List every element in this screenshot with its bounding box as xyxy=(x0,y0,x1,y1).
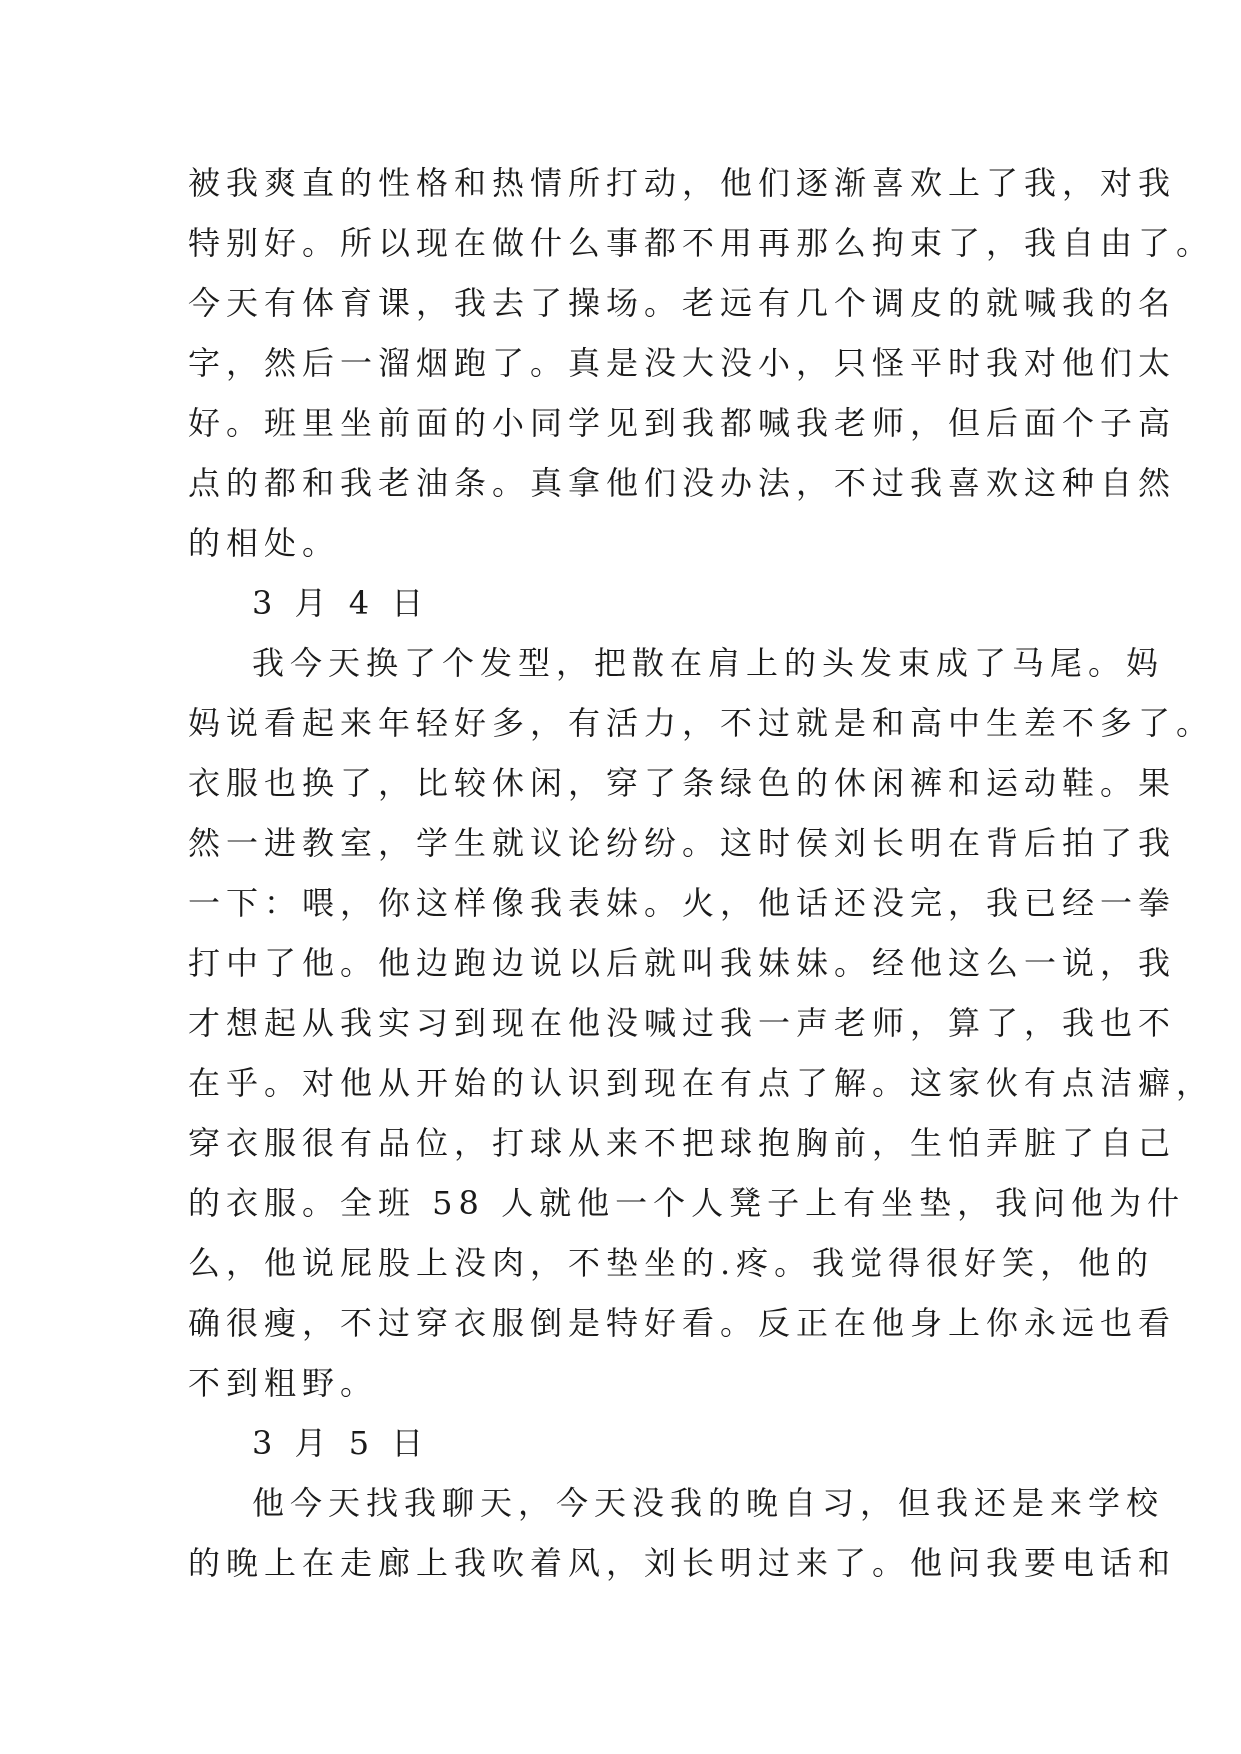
text-line: 好。班里坐前面的小同学见到我都喊我老师，但后面个子高 xyxy=(188,404,1177,442)
text-line: 字，然后一溜烟跑了。真是没大没小，只怪平时我对他们太 xyxy=(188,344,1177,382)
text-line: 然一进教室，学生就议论纷纷。这时侯刘长明在背后拍了我 xyxy=(188,824,1177,862)
paragraph-start-line: 我今天换了个发型，把散在肩上的头发束成了马尾。妈 xyxy=(252,644,1165,682)
date-heading: 3 月 5 日 xyxy=(252,1424,430,1462)
text-line: 确很瘦，不过穿衣服倒是特好看。反正在他身上你永远也看 xyxy=(188,1304,1177,1342)
text-line: 才想起从我实习到现在他没喊过我一声老师，算了，我也不 xyxy=(188,1004,1177,1042)
text-line: 穿衣服很有品位，打球从来不把球抱胸前，生怕弄脏了自己 xyxy=(188,1124,1177,1162)
text-line: 打中了他。他边跑边说以后就叫我妹妹。经他这么一说，我 xyxy=(188,944,1177,982)
text-line: 被我爽直的性格和热情所打动，他们逐渐喜欢上了我，对我 xyxy=(188,164,1177,202)
text-line: 妈说看起来年轻好多，有活力，不过就是和高中生差不多了。 xyxy=(188,704,1215,742)
text-line: 在乎。对他从开始的认识到现在有点了解。这家伙有点洁癖， xyxy=(188,1064,1215,1102)
text-line: 一下：喂，你这样像我表妹。火，他话还没完，我已经一拳 xyxy=(188,884,1177,922)
text-line: 么，他说屁股上没肉，不垫坐的.疼。我觉得很好笑，他的 xyxy=(188,1244,1155,1282)
paragraph-start-line: 他今天找我聊天，今天没我的晚自习，但我还是来学校 xyxy=(252,1484,1165,1522)
date-heading: 3 月 4 日 xyxy=(252,584,430,622)
text-line: 的相处。 xyxy=(188,524,341,562)
text-line: 点的都和我老油条。真拿他们没办法，不过我喜欢这种自然 xyxy=(188,464,1177,502)
text-line: 衣服也换了，比较休闲，穿了条绿色的休闲裤和运动鞋。果 xyxy=(188,764,1177,802)
text-line: 特别好。所以现在做什么事都不用再那么拘束了，我自由了。 xyxy=(188,224,1215,262)
text-line: 的衣服。全班 58 人就他一个人凳子上有坐垫，我问他为什 xyxy=(188,1184,1186,1222)
document-body xyxy=(188,153,1215,1593)
text-line: 的晚上在走廊上我吹着风，刘长明过来了。他问我要电话和 xyxy=(188,1544,1177,1582)
text-line: 今天有体育课，我去了操场。老远有几个调皮的就喊我的名 xyxy=(188,284,1177,322)
text-line: 不到粗野。 xyxy=(188,1364,379,1402)
